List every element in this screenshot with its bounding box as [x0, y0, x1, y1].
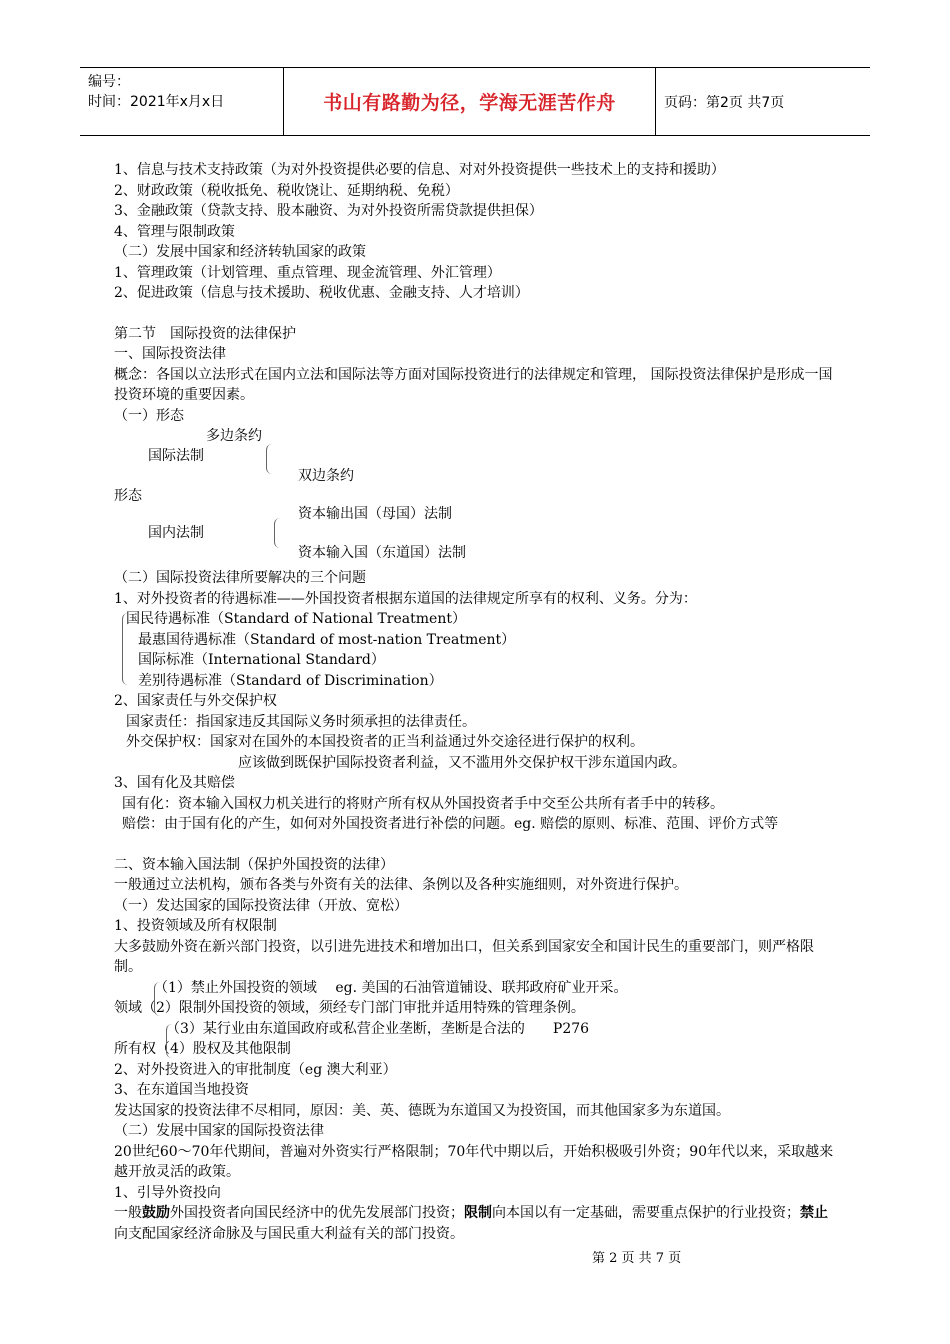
- text-line: 20世纪60～70年代期间，普遍对外资实行严格限制；70年代中期以后，开始积极吸引外资；90年代以来，采取越来越开放灵活的政策。: [114, 1143, 834, 1180]
- list-item-text: （2）限制外国投资的领域，须经专门部门审批并适用特殊的管理条例。: [142, 1000, 585, 1016]
- domain-list: [114, 978, 840, 1060]
- text-line: 国有化：资本输入国权力机关进行的将财产所有权从外国投资者手中交至公共所有者手中的转移。: [122, 795, 724, 812]
- document-body: [114, 160, 840, 1244]
- tree-bilateral: 双边条约: [298, 468, 354, 484]
- text-line: 1、引导外资投向: [114, 1184, 221, 1201]
- tree-import: 资本输入国（东道国）法制: [298, 545, 466, 561]
- list-item: 差别待遇标准（Standard of Discrimination）: [138, 672, 443, 689]
- text-line: 2、国家责任与外交保护权: [114, 693, 277, 709]
- text-line: 一般通过立法机构，颁布各类与外资有关的法律、条例以及各种实施细则，对外资进行保护。: [114, 877, 688, 893]
- text-line: 1、投资领域及所有权限制: [114, 918, 277, 934]
- date-label: 时间：2021年x月x日: [88, 94, 225, 110]
- list-item: （3）某行业由东道国政府或私营企业垄断，垄断是合法的 P276: [166, 1020, 590, 1037]
- text-line: 应该做到既保护国际投资者利益，又不滥用外交保护权干涉东道国内政。: [238, 754, 686, 771]
- list-item: 国际标准（International Standard）: [138, 652, 385, 668]
- text-span: 一般: [114, 1205, 142, 1221]
- text-line: 4、管理与限制政策: [114, 223, 235, 240]
- ownership-label: 所有权: [114, 1041, 156, 1057]
- text-line: 2、财政政策（税收抵免、税收饶让、延期纳税、免税）: [114, 182, 459, 199]
- list-item: 最惠国待遇标准（Standard of most-nation Treatment）: [138, 631, 516, 648]
- text-line: 国家责任：指国家违反其国际义务时须承担的法律责任。: [126, 713, 476, 730]
- list-item: 国民待遇标准（Standard of National Treatment）: [126, 611, 466, 627]
- header-table: [80, 67, 870, 136]
- list-item-text: （4）股权及其他限制: [156, 1041, 291, 1057]
- text-line: 外交保护权：国家对在国外的本国投资者的正当利益通过外交途径进行保护的权利。: [126, 734, 644, 750]
- text-span: 向支配国家经济命脉及与国民重大利益有关的部门投资。: [114, 1225, 464, 1242]
- tree-root: 形态: [114, 488, 142, 504]
- text-line: 3、国有化及其赔偿: [114, 775, 235, 791]
- motto: 书山有路勤为径，学海无涯苦作舟: [283, 68, 656, 135]
- header-left-cell: [80, 68, 283, 135]
- brace: [266, 444, 273, 474]
- brace: [154, 982, 161, 1016]
- text-line: 赔偿：由于国有化的产生，如何对外国投资者进行补偿的问题。eg. 赔偿的原则、标准、范围、评价方式等: [122, 816, 779, 832]
- list-item: （1）禁止外国投资的领域 eg. 美国的石油管道铺设、联邦政府矿业开采。: [154, 979, 628, 996]
- text-span: 向本国以有一定基础，需要重点保护的行业投资；: [492, 1205, 800, 1221]
- domain-label: 领域: [114, 1000, 142, 1016]
- tree-domestic: 国内法制: [148, 525, 204, 541]
- bold-restrict: 限制: [464, 1205, 492, 1221]
- tree-international: 国际法制: [148, 448, 204, 464]
- text-line: 2、对外投资进入的审批制度（eg 澳大利亚）: [114, 1061, 397, 1078]
- text-line: （二）发展中国家和经济转轨国家的政策: [114, 244, 366, 260]
- text-line: [114, 1203, 840, 1244]
- bold-prohibit: 禁止: [800, 1205, 828, 1221]
- text-line: 3、在东道国当地投资: [114, 1082, 249, 1098]
- text-line: （一）发达国家的国际投资法律（开放、宽松）: [114, 897, 408, 914]
- text-line: 3、金融政策（贷款支持、股本融资、为对外投资所需贷款提供担保）: [114, 203, 543, 219]
- list-item: [114, 1039, 840, 1060]
- text-line: 发达国家的投资法律不尽相同，原因：美、英、德既为东道国又为投资国，而其他国家多为东道国。: [114, 1102, 730, 1119]
- text-line: 2、促进政策（信息与技术援助、税收优惠、金融支持、人才培训）: [114, 285, 529, 301]
- bold-encourage: 鼓励: [142, 1205, 170, 1221]
- page-footer: 第 2 页 共 7 页: [592, 1251, 682, 1266]
- section-heading: 第二节 国际投资的法律保护: [114, 325, 296, 342]
- forms-tree: [114, 426, 840, 568]
- list-item: [114, 998, 840, 1019]
- brace: [274, 518, 281, 548]
- text-line: （一）形态: [114, 407, 184, 424]
- brace: [166, 1024, 173, 1058]
- text-line: 1、管理政策（计划管理、重点管理、现金流管理、外汇管理）: [114, 264, 501, 281]
- text-line: 1、对外投资者的待遇标准——外国投资者根据东道国的法律规定所享有的权利、义务。分为：: [114, 590, 697, 607]
- text-line: 1、信息与技术支持政策（为对外投资提供必要的信息、对对外投资提供一些技术上的支持和援助）: [114, 162, 725, 178]
- text-line: （二）发展中国家的国际投资法律: [114, 1123, 324, 1139]
- text-line: 大多鼓励外资在新兴部门投资，以引进先进技术和增加出口，但关系到国家安全和国计民生的重要部门，则严格限制。: [114, 938, 814, 975]
- treatment-list: [114, 609, 840, 691]
- text-span: 外国投资者向国民经济中的优先发展部门投资；: [170, 1205, 464, 1221]
- text-line: （二）国际投资法律所要解决的三个问题: [114, 570, 366, 586]
- page-label: 页码：第2页 共7页: [664, 94, 785, 111]
- number-label: 编号：: [88, 74, 130, 90]
- text-line: 一、国际投资法律: [114, 346, 226, 362]
- tree-multilateral: 多边条约: [206, 428, 262, 444]
- text-line: 概念：各国以立法形式在国内立法和国际法等方面对国际投资进行的法律规定和管理， 国际投资法律保护是形成一国投资环境的重要因素。: [114, 366, 833, 403]
- text-line: 二、资本输入国法制（保护外国投资的法律）: [114, 856, 394, 873]
- tree-export: 资本输出国（母国）法制: [298, 506, 452, 522]
- brace: [122, 613, 129, 685]
